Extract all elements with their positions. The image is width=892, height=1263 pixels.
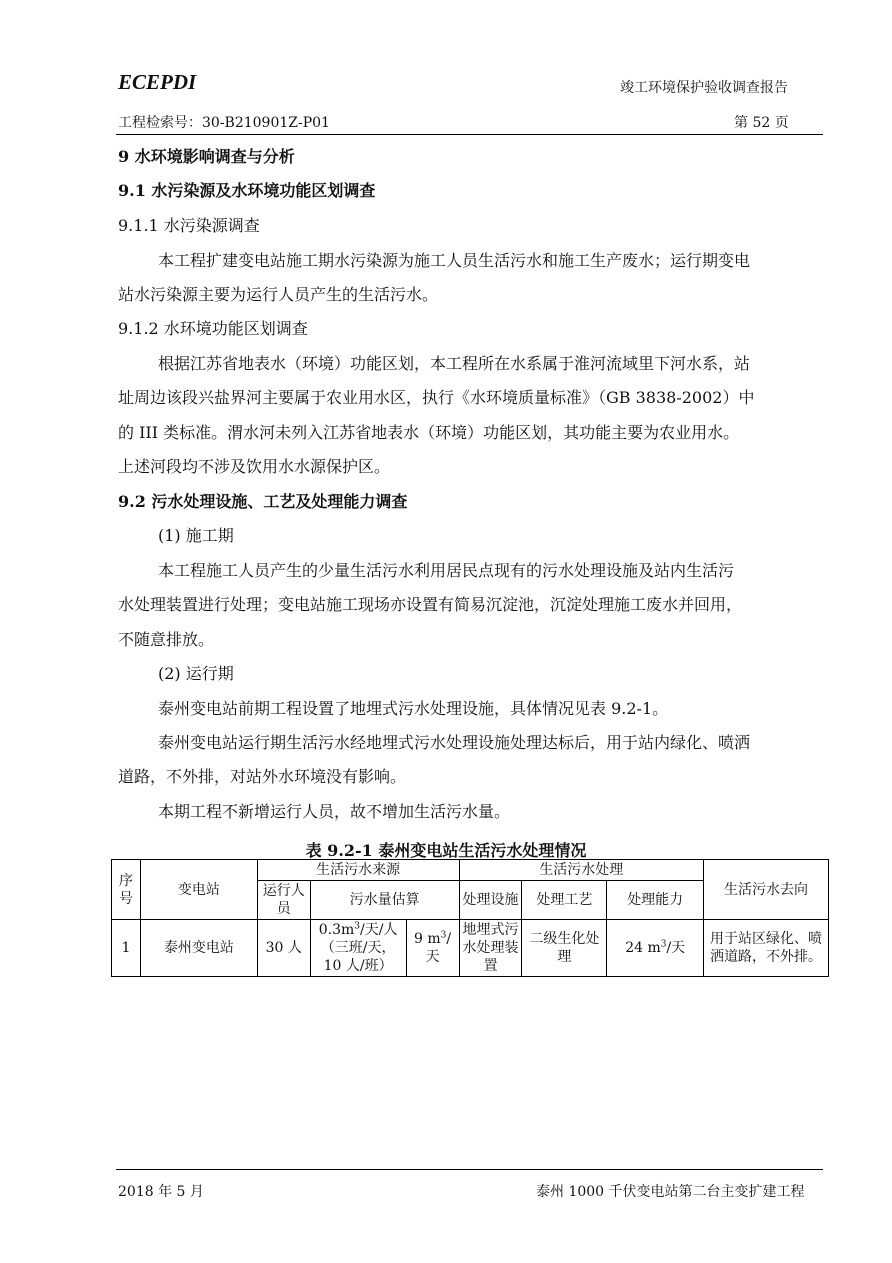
cap-unit: /天 (666, 940, 686, 956)
col-header-estimate: 污水量估算 (310, 881, 459, 920)
cell-destination: 用于站区绿化、喷洒道路，不外排。 (704, 920, 829, 977)
paragraph-3-line-3: 不随意排放。 (118, 630, 215, 649)
col-header-station: 变电站 (140, 860, 257, 920)
cap-sup: 3 (660, 939, 667, 950)
subheading-construction: (1) 施工期 (158, 526, 234, 545)
cell-station: 泰州变电站 (140, 920, 257, 977)
est-b-unit: /天 (425, 931, 452, 965)
paragraph-5-line-1: 泰州变电站运行期生活污水经地埋式污水处理设施处理达标后，用于站内绿化、喷洒 (158, 733, 751, 752)
paragraph-2-line-1: 根据江苏省地表水（环境）功能区划，本工程所在水系属于淮河流域里下河水系，站 (158, 354, 751, 373)
cell-process: 二级生化处理 (522, 920, 607, 977)
paragraph-2-line-3: 的 III 类标准。渭水河未列入江苏省地表水（环境）功能区划，其功能主要为农业用水。 (118, 423, 740, 442)
col-header-no: 序号 (112, 860, 141, 920)
est-a-note: （三班/天，10 人/班） (320, 940, 396, 974)
table-row (112, 920, 829, 977)
heading-9-1: 9.1 水污染源及水环境功能区划调查 (118, 181, 376, 200)
footer-divider (116, 1169, 823, 1170)
paragraph-5-line-2: 道路，不外排，对站外水环境没有影响。 (118, 767, 407, 786)
cell-estimate-per-person (310, 920, 406, 977)
col-header-capacity: 处理能力 (607, 881, 704, 920)
paragraph-3-line-1: 本工程施工人员产生的少量生活污水利用居民点现有的污水处理设施及站内生活污 (158, 561, 735, 580)
col-header-facility: 处理设施 (459, 881, 522, 920)
est-b-sup: 3 (440, 930, 447, 941)
est-a-unit: /天/人 (360, 922, 398, 938)
col-header-process: 处理工艺 (522, 881, 607, 920)
cell-staff: 30 人 (257, 920, 310, 977)
paragraph-1-line-2: 站水污染源主要为运行人员产生的生活污水。 (118, 285, 439, 304)
table-caption: 表 9.2-1 泰州变电站生活污水处理情况 (305, 841, 587, 860)
index-number: 工程检索号：30-B210901Z-P01 (118, 115, 330, 131)
paragraph-3-line-2: 水处理装置进行处理；变电站施工现场亦设置有简易沉淀池，沉淀处理施工废水并回用， (118, 595, 743, 614)
heading-9-1-1: 9.1.1 水污染源调查 (118, 216, 260, 235)
est-b-value: 9 m (413, 931, 441, 947)
col-header-treatment: 生活污水处理 (459, 860, 704, 881)
paragraph-2-line-2: 址周边该段兴盐界河主要属于农业用水区，执行《水环境质量标准》（GB 3838-2002）中 (118, 388, 755, 407)
header-divider (116, 134, 823, 135)
cell-no: 1 (112, 920, 141, 977)
sewage-treatment-table (111, 859, 829, 977)
paragraph-2-line-4: 上述河段均不涉及饮用水水源保护区。 (118, 457, 391, 476)
heading-9: 9 水环境影响调查与分析 (118, 147, 295, 166)
footer-date: 2018 年 5 月 (118, 1184, 204, 1200)
table-header-row-1 (112, 860, 829, 881)
col-header-destination: 生活污水去向 (704, 860, 829, 920)
col-header-source: 生活污水来源 (257, 860, 459, 881)
footer-project: 泰州 1000 千伏变电站第二台主变扩建工程 (536, 1184, 805, 1200)
heading-9-2: 9.2 污水处理设施、工艺及处理能力调查 (118, 492, 408, 511)
header-logo: ECEPDI (118, 70, 197, 94)
cell-capacity (607, 920, 704, 977)
report-title: 竣工环境保护验收调查报告 (620, 80, 788, 96)
est-a-value: 0.3m (318, 922, 355, 938)
heading-9-1-2: 9.1.2 水环境功能区划调查 (118, 319, 308, 338)
cell-facility: 地埋式污水处理装置 (459, 920, 522, 977)
col-header-staff: 运行人员 (257, 881, 310, 920)
subheading-operation: (2) 运行期 (158, 664, 234, 683)
page-number: 第 52 页 (734, 115, 789, 131)
paragraph-6: 本期工程不新增运行人员，故不增加生活污水量。 (158, 802, 511, 821)
est-a-sup: 3 (354, 921, 361, 932)
cell-estimate-total (406, 920, 459, 977)
paragraph-4: 泰州变电站前期工程设置了地埋式污水处理设施，具体情况见表 9.2-1。 (158, 699, 669, 718)
paragraph-1-line-1: 本工程扩建变电站施工期水污染源为施工人员生活污水和施工生产废水；运行期变电 (158, 251, 751, 270)
cap-value: 24 m (625, 940, 661, 956)
